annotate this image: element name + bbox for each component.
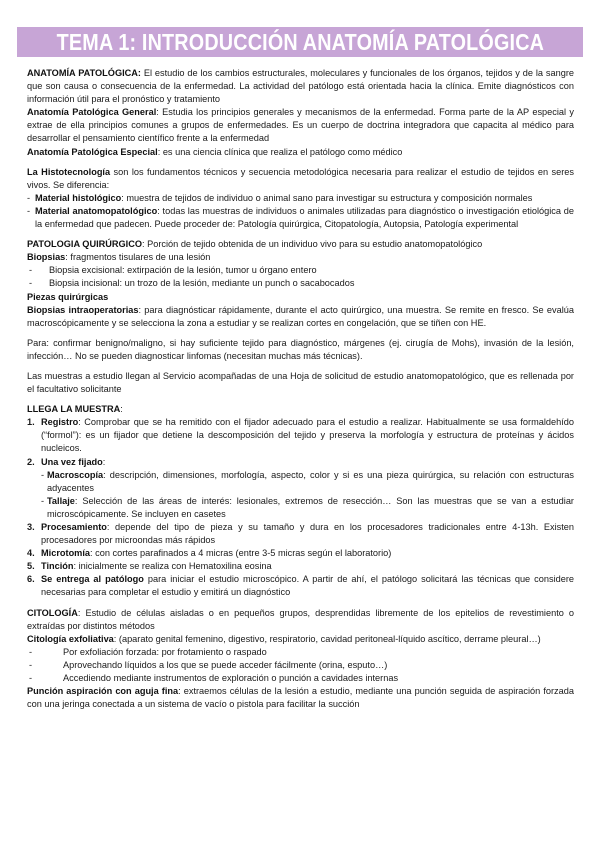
biopsias: Biopsias: fragmentos tisulares de una lesión	[27, 252, 211, 263]
histotecnologia: La Histotecnología son los fundamentos técnicos y secuencia metodológica necesaria para realizar el estudio de tejidos en seres vivos. Se diferencia:	[27, 166, 574, 190]
term: Biopsias intraoperatorias	[27, 304, 139, 315]
item-number: 5.	[27, 561, 35, 572]
ap-general: Anatomía Patológica General: Estudia los principios generales y mecanismos de la enfermedad. Forma parte de la AP especial y extrae de ella principios comunes a grupos de enfermedades. Es un cuerpo de doctrina integradora que capacita al médico para desarrollar el pensamiento científico frente a la enfermedad	[27, 107, 574, 144]
term: ANATOMÍA PATOLÓGICA:	[27, 68, 141, 78]
list-item: - Biopsia incisional: un trozo de la lesión, mediante un punch o sacabocados	[27, 277, 574, 290]
bullet-dash: -	[27, 192, 31, 203]
ap-especial: Anatomía Patológica Especial: es una ciencia clínica que realiza el patólogo como médico	[27, 146, 403, 157]
numbered-item: 1. Registro: Comprobar que se ha remitido con el fijador adecuado para el estudio a realizar. Habitualmente se usa formaldehído (“formol”): es un fijador que detiene la descomposición del tejido y preserva la morfología y estructura de proteínas y ácidos nucleicos.	[27, 417, 574, 454]
term: Anatomía Patológica General	[27, 107, 157, 118]
term: Punción aspiración con aguja fina	[27, 686, 179, 697]
llega-la-muestra-heading: LLEGA LA MUESTRA:	[27, 404, 123, 415]
title-banner	[17, 27, 583, 57]
list-item: - Material anatomopatológico: todas las muestras de individuos o animales utilizadas para diagnóstico o investigación etiológica de la enfermedad que padecen. Puede proceder de: Patología quirúrgica, Citopatología, Autopsia, Patología experimental	[27, 205, 574, 230]
term: Anatomía Patológica Especial	[27, 146, 158, 157]
term: PATOLOGIA QUIRÚRGICO	[27, 239, 143, 250]
bullet-dash: -	[29, 265, 33, 276]
numbered-item: 3. Procesamiento: depende del tipo de pieza y su tamaño y dura en los procesadores tradicionales entre 4-13h. Existen procesadores por microondas más rápidos	[27, 522, 574, 546]
term: Citología exfoliativa	[27, 633, 114, 644]
list-item: - Biopsia excisional: extirpación de la lesión, tumor u órgano entero	[27, 264, 574, 277]
numbered-item: 5. Tinción: inicialmente se realiza con Hematoxilina eosina	[27, 560, 574, 573]
bullet-dash: -	[41, 469, 45, 480]
list-item: - Aprovechando líquidos a los que se puede acceder fácilmente (orina, esputo…)	[27, 659, 574, 672]
puncion-aspiracion: Punción aspiración con aguja fina: extraemos células de la lesión a estudio, mediante una punción seguida de aspiración forzada con una jeringa conectada a un sistema de vacío o pistola para facilitar la succión	[27, 686, 574, 710]
term: Biopsias	[27, 252, 66, 263]
page-title: TEMA 1: INTRODUCCIÓN ANATOMÍA PATOLÓGICA	[56, 28, 544, 55]
bullet-dash: -	[41, 495, 45, 506]
item-number: 6.	[27, 574, 35, 585]
item-number: 2.	[27, 456, 35, 467]
patologia-quirurgica: PATOLOGIA QUIRÚRGICO: Porción de tejido obtenida de un individuo vivo para su estudio anatomopatológico	[27, 239, 483, 250]
numbered-item: 4. Microtomía: con cortes parafinados a 4 micras (entre 3-5 micras según el laboratorio)	[27, 547, 574, 560]
list-item: - Accediendo mediante instrumentos de exploración o punción a cavidades internas	[27, 672, 574, 685]
ap-definition: ANATOMÍA PATOLÓGICA: El estudio de los cambios estructurales, moleculares y funcionales de los órganos, tejidos y de la sangre que son causa o consecuencia de la enfermedad. La actividad del patólogo está orientada hacia la clínica. Emite diagnósticos con información útil para el pronóstico y tratamiento	[27, 68, 574, 105]
list-item: - Por exfoliación forzada: por frotamiento o raspado	[27, 646, 574, 659]
piezas-quirurgicas: Piezas quirúrgicas	[27, 291, 109, 302]
item-number: 3.	[27, 522, 35, 532]
item-number: 1.	[27, 417, 35, 428]
numbered-item: 6. Se entrega al patólogo para iniciar el estudio microscópico. A partir de ahí, el patólogo solicitará las técnicas que considere necesarias para completar el estudio y emitirá un diagnóstico	[27, 574, 575, 598]
bullet-dash: -	[29, 278, 33, 289]
list-item: - Material histológico: muestra de tejidos de individuo o animal sano para investigar su estructura y composición normales	[27, 192, 574, 205]
document-body	[27, 67, 574, 711]
bullet-dash: -	[27, 205, 31, 216]
bullet-dash: -	[29, 673, 33, 684]
para-paragraph: Para: confirmar benigno/maligno, si hay suficiente tejido para diagnóstico, márgenes (ej. cirugía de Mohs), invasión de la lesión, infección… No se pueden diagnosticar linfomas (necesitan muchas más técnicas).	[27, 337, 574, 361]
term: La Histotecnología	[27, 166, 111, 177]
bullet-dash: -	[29, 646, 33, 657]
citologia-exfoliativa: Citología exfoliativa: (aparato genital femenino, digestivo, respiratorio, cavidad peritoneal-líquido ascítico, derrame pleural…)	[27, 633, 541, 644]
item-number: 4.	[27, 548, 35, 559]
biopsias-intraoperatorias: Biopsias intraoperatorias: para diagnósticar rápidamente, durante el acto quirúrgico, una muestra. Se remite en fresco. Se evalúa macroscópicamente y se selecciona la zona a estudiar y se realizan cortes en congelación, que se tiñen con HE.	[27, 304, 574, 328]
muestras-paragraph: Las muestras a estudio llegan al Servicio acompañadas de una Hoja de solicitud de estudio anatomopatológico, que es rellenada por el facultativo solicitante	[27, 370, 574, 395]
numbered-item: 2. Una vez fijado:	[27, 456, 574, 469]
bullet-dash: -	[29, 659, 33, 670]
citologia: CITOLOGÍA: Estudio de células aisladas o en pequeños grupos, desprendidas libremente de los epitelios de revestimiento o extraídas por distintos métodos	[27, 607, 574, 631]
term: CITOLOGÍA	[27, 607, 78, 618]
list-item: - Macroscopía: descripción, dimensiones, morfología, aspecto, color y si es una pieza quirúrgica, su relación con estructuras adyacentes	[41, 469, 574, 493]
list-item: - Tallaje: Selección de las áreas de interés: lesionales, extremos de resección… Son las muestras que se van a estudiar microscópicamente. Se incluyen en casetes	[41, 495, 574, 519]
